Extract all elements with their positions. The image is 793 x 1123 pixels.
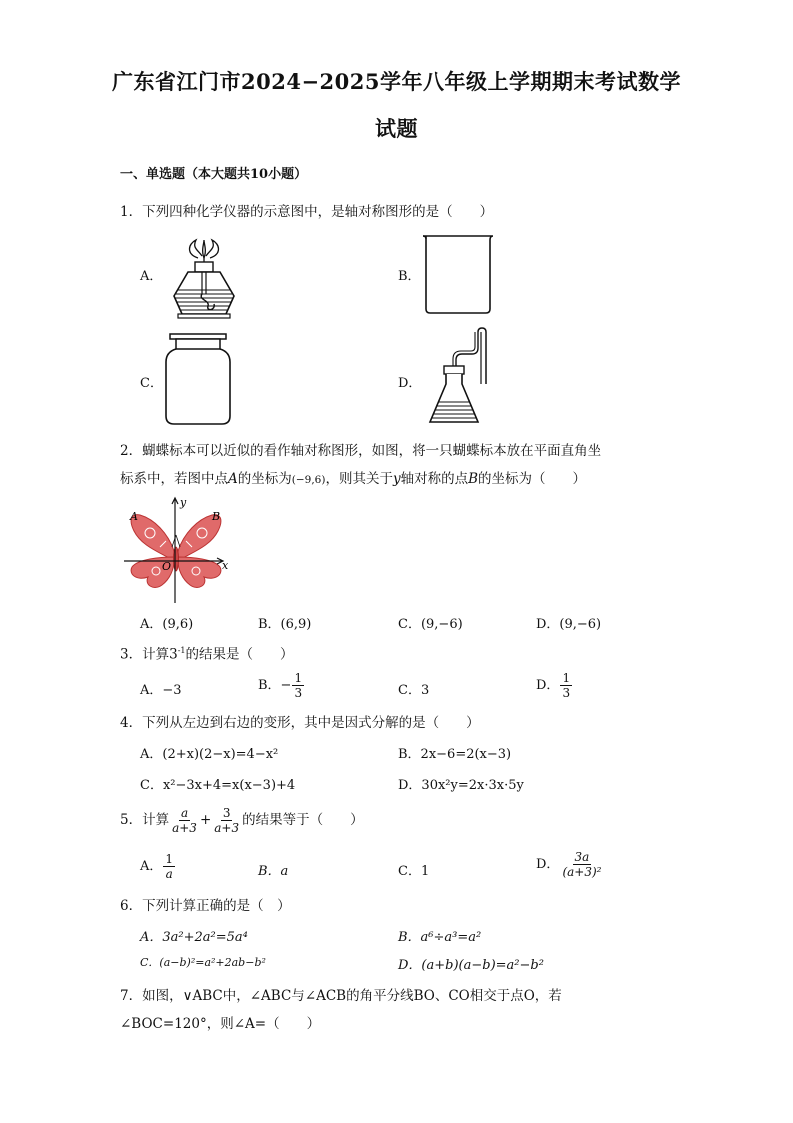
q3-option-b (258, 671, 305, 700)
q5-option-a-label: A． (140, 859, 163, 874)
butterfly-coordinate-figure (120, 495, 240, 605)
q3-option-d-fraction (560, 671, 572, 700)
q3-option-d-label: D． (536, 678, 560, 693)
q5-fraction-2 (212, 806, 241, 835)
fig-x-label: x (222, 559, 229, 572)
q2-text: 标系中，若图中点 (120, 471, 228, 487)
q5-option-d (536, 850, 604, 879)
question-1-stem: 1．下列四种化学仪器的示意图中，是轴对称图形的是（ ） (120, 204, 494, 220)
section-heading: 一、单选题（本大题共10小题） (120, 167, 308, 182)
fig-point-b: B (212, 510, 221, 523)
q1-option-a-label: A． (140, 269, 163, 284)
reagent-bottle-figure (164, 332, 232, 426)
q3-option-c: C．3 (398, 683, 430, 698)
flask-with-tube-figure (426, 328, 496, 428)
q5-option-a (140, 852, 176, 881)
fraction-numerator: 1 (294, 671, 303, 685)
q6-option-a: A．3a²+2a²=5a⁴ (140, 930, 248, 945)
q3-option-b-fraction (292, 671, 304, 700)
question-6-stem: 6．下列计算正确的是（ ） (120, 898, 291, 914)
fig-origin-label: O (162, 560, 172, 573)
fraction-numerator: a (180, 806, 189, 820)
page-title: 广东省江门市2024−2025学年八年级上学期期末考试数学 (112, 69, 681, 94)
q2-text: ，则其关于 (325, 471, 393, 487)
q2-option-d: D．(9,−6) (536, 617, 602, 632)
q2-option-c: C．(9,−6) (398, 617, 463, 632)
q4-option-d: D．30x²y=2x·3x·5y (398, 778, 524, 793)
fraction-numerator: 1 (562, 671, 571, 685)
question-7-stem-line1: 7．如图，∨ABC中，∠ABC与∠ACB的角平分线BO、CO相交于点O，若 (120, 988, 562, 1004)
q1-option-d-label: D． (398, 376, 422, 391)
q5-option-b: B．a (258, 864, 289, 879)
q2-text: 的坐标为 (237, 471, 292, 487)
q3-base: 3 (169, 646, 178, 663)
question-5-stem (120, 806, 364, 835)
q2-axis-name: y (392, 471, 401, 487)
q3-option-b-label: B．− (258, 678, 292, 693)
fraction-denominator: 3 (294, 686, 303, 700)
q1-option-b-label: B． (398, 269, 421, 284)
q2-coordinate: (−9,6) (291, 474, 326, 486)
q3-exponent: -1 (177, 646, 186, 655)
q3-option-a: A．−3 (140, 683, 182, 698)
q5-option-d-fraction (560, 850, 603, 879)
fraction-denominator: a (165, 867, 173, 881)
fraction-numerator: 1 (165, 852, 174, 866)
q2-point-b: B (468, 471, 479, 487)
q2-option-b: B．(6,9) (258, 617, 312, 632)
q1-option-c-label: C． (140, 376, 163, 391)
q5-text: 的结果等于（ ） (242, 812, 364, 828)
q4-option-a: A．(2+x)(2−x)=4−x² (140, 747, 279, 762)
q2-point-a: A (228, 471, 238, 487)
beaker-figure (420, 233, 496, 315)
q3-option-d (536, 671, 573, 700)
q3-text: 3．计算 (120, 646, 170, 663)
fraction-denominator: a+3 (172, 821, 197, 835)
question-2-stem-line1: 2．蝴蝶标本可以近似的看作轴对称图形，如图，将一只蝴蝶标本放在平面直角坐 (120, 443, 602, 459)
q6-option-c: C．(a−b)²=a²+2ab−b² (140, 956, 266, 969)
page-title-line2: 试题 (375, 116, 418, 141)
q6-option-b: B．a⁶÷a³=a² (398, 930, 482, 945)
q4-option-b: B．2x−6=2(x−3) (398, 747, 512, 762)
fraction-denominator: 3 (562, 686, 571, 700)
q3-text: 的结果是（ ） (185, 646, 294, 663)
q5-option-c: C．1 (398, 864, 430, 879)
question-3-stem (120, 637, 293, 669)
question-7-stem-line2: ∠BOC=120°，则∠A=（ ） (120, 1016, 321, 1032)
fig-point-a: A (130, 510, 138, 523)
q6-option-d: D．(a+b)(a−b)=a²−b² (398, 958, 544, 973)
question-4-stem: 4．下列从左边到右边的变形，其中是因式分解的是（ ） (120, 715, 480, 731)
alcohol-lamp-figure (168, 236, 240, 320)
q2-text: 轴对称的点 (400, 471, 469, 487)
q5-fraction-1 (170, 806, 199, 835)
question-2-stem-line2 (120, 465, 586, 494)
fraction-denominator: a+3 (214, 821, 240, 835)
fig-y-label: y (180, 496, 187, 509)
fraction-denominator: (a+3)² (562, 865, 602, 879)
q4-option-c: C．x²−3x+4=x(x−3)+4 (140, 778, 296, 793)
fraction-numerator: 3a (574, 850, 590, 864)
q5-option-d-label: D． (536, 857, 560, 872)
q2-option-a: A．(9,6) (140, 617, 194, 632)
q2-text: 的坐标为（ ） (478, 471, 587, 487)
q5-option-a-fraction (163, 852, 175, 881)
q5-plus-sign: + (199, 812, 212, 828)
fraction-numerator: 3 (222, 806, 231, 820)
q5-text: 5．计算 (120, 812, 170, 828)
